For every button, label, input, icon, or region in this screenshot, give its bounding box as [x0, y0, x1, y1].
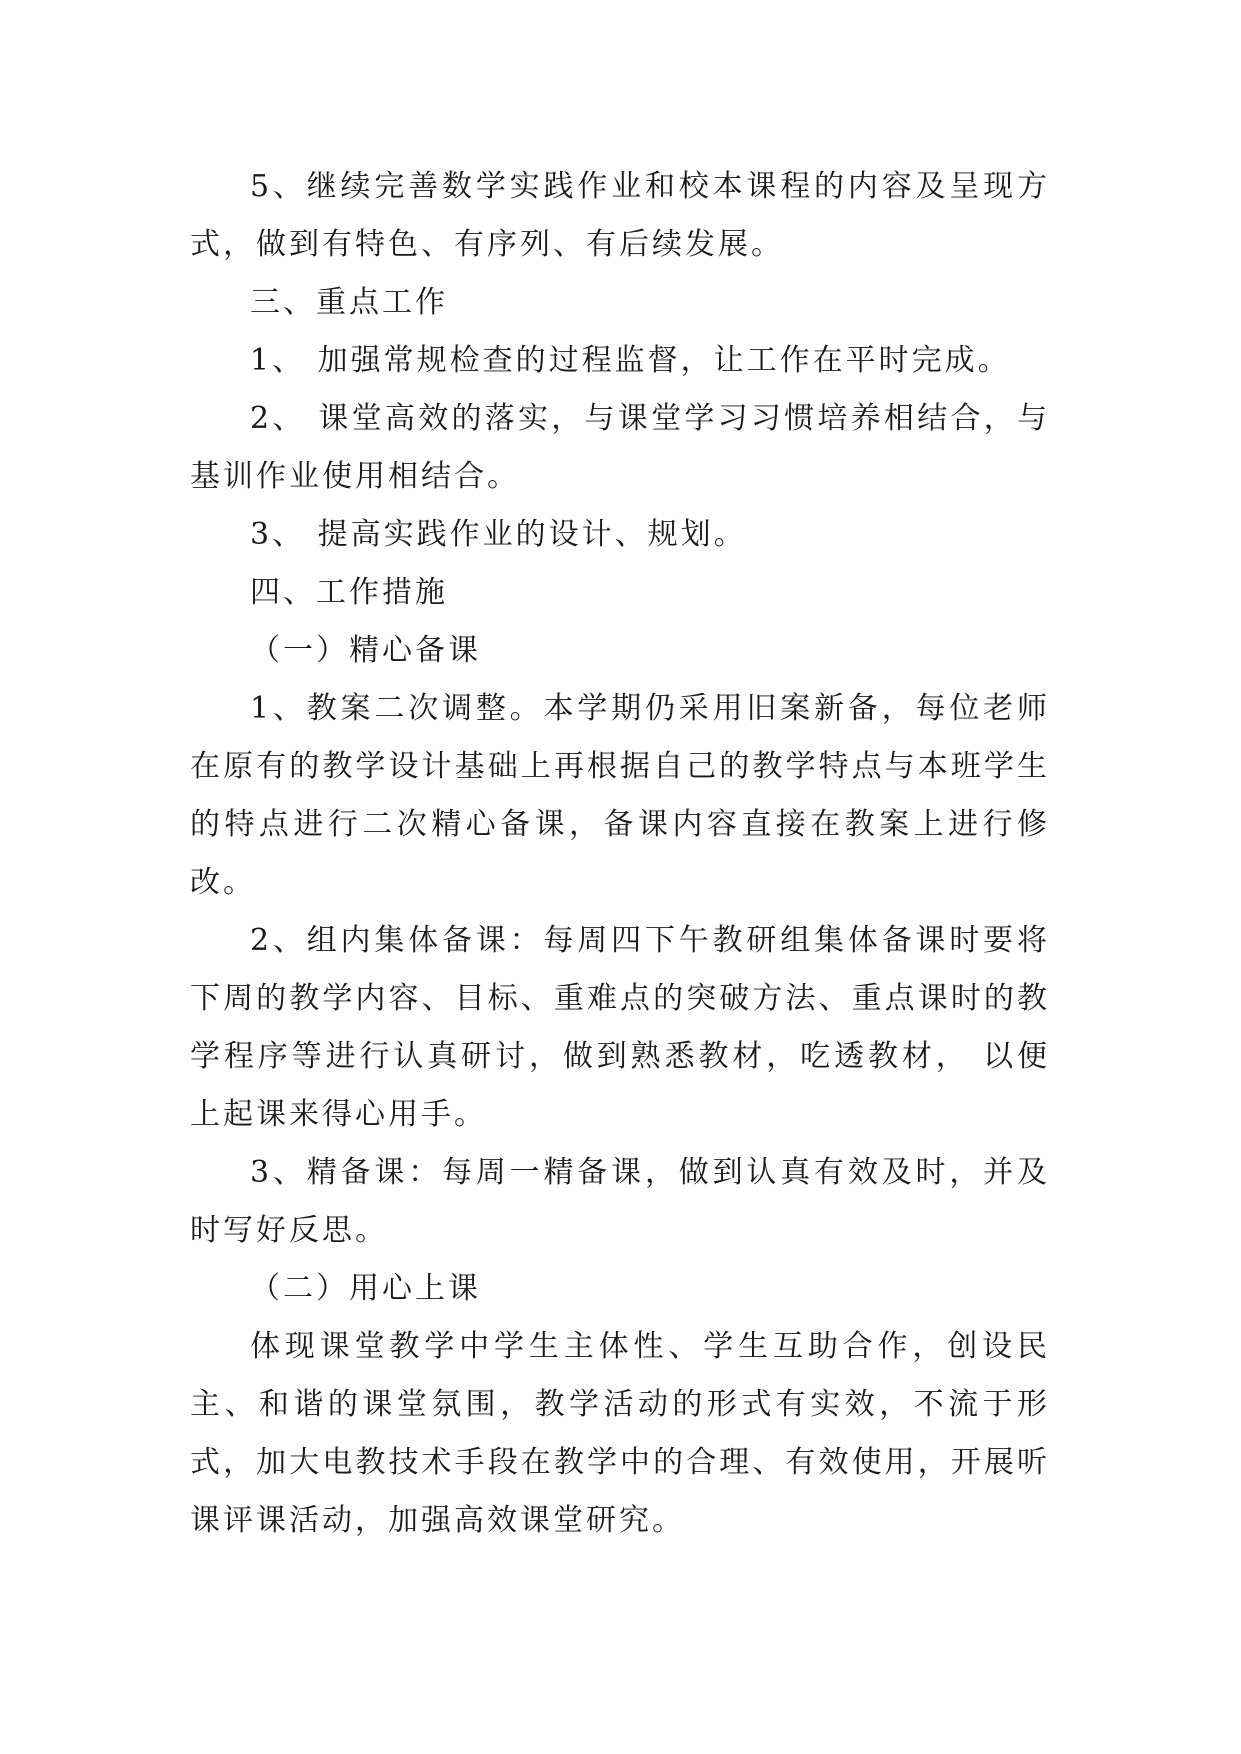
sub-heading-teaching: （二）用心上课	[250, 1271, 481, 1306]
key-work-item-3: 3、 提高实践作业的设计、规划。	[250, 517, 747, 552]
section-heading-measures: 四、工作措施	[250, 575, 448, 610]
lesson-prep-item-2: 2、组内集体备课：每周四下午教研组集体备课时要将下周的教学内容、目标、重难点的突破方法、重点课时的教学程序等进行认真研讨，做到熟悉教材，吃透教材， 以便上起课来得心用手。	[190, 923, 1050, 1132]
paragraph-item-5: 5、继续完善数学实践作业和校本课程的内容及呈现方式，做到有特色、有序列、有后续发展。	[190, 169, 1050, 262]
lesson-prep-item-3: 3、精备课：每周一精备课，做到认真有效及时，并及时写好反思。	[190, 1155, 1050, 1248]
sub-heading-lesson-prep: （一）精心备课	[250, 633, 481, 668]
key-work-item-2: 2、 课堂高效的落实，与课堂学习习惯培养相结合，与基训作业使用相结合。	[190, 401, 1050, 494]
lesson-prep-item-1: 1、教案二次调整。本学期仍采用旧案新备，每位老师在原有的教学设计基础上再根据自己的教学特点与本班学生的特点进行二次精心备课，备课内容直接在教案上进行修改。	[190, 691, 1050, 900]
key-work-item-1: 1、 加强常规检查的过程监督，让工作在平时完成。	[250, 343, 1011, 378]
teaching-paragraph: 体现课堂教学中学生主体性、学生互助合作，创设民主、和谐的课堂氛围，教学活动的形式有实效，不流于形式，加大电教技术手段在教学中的合理、有效使用，开展听课评课活动，加强高效课堂研究。	[190, 1329, 1050, 1538]
section-heading-key-work: 三、重点工作	[250, 285, 448, 320]
document-body	[190, 158, 1050, 1550]
